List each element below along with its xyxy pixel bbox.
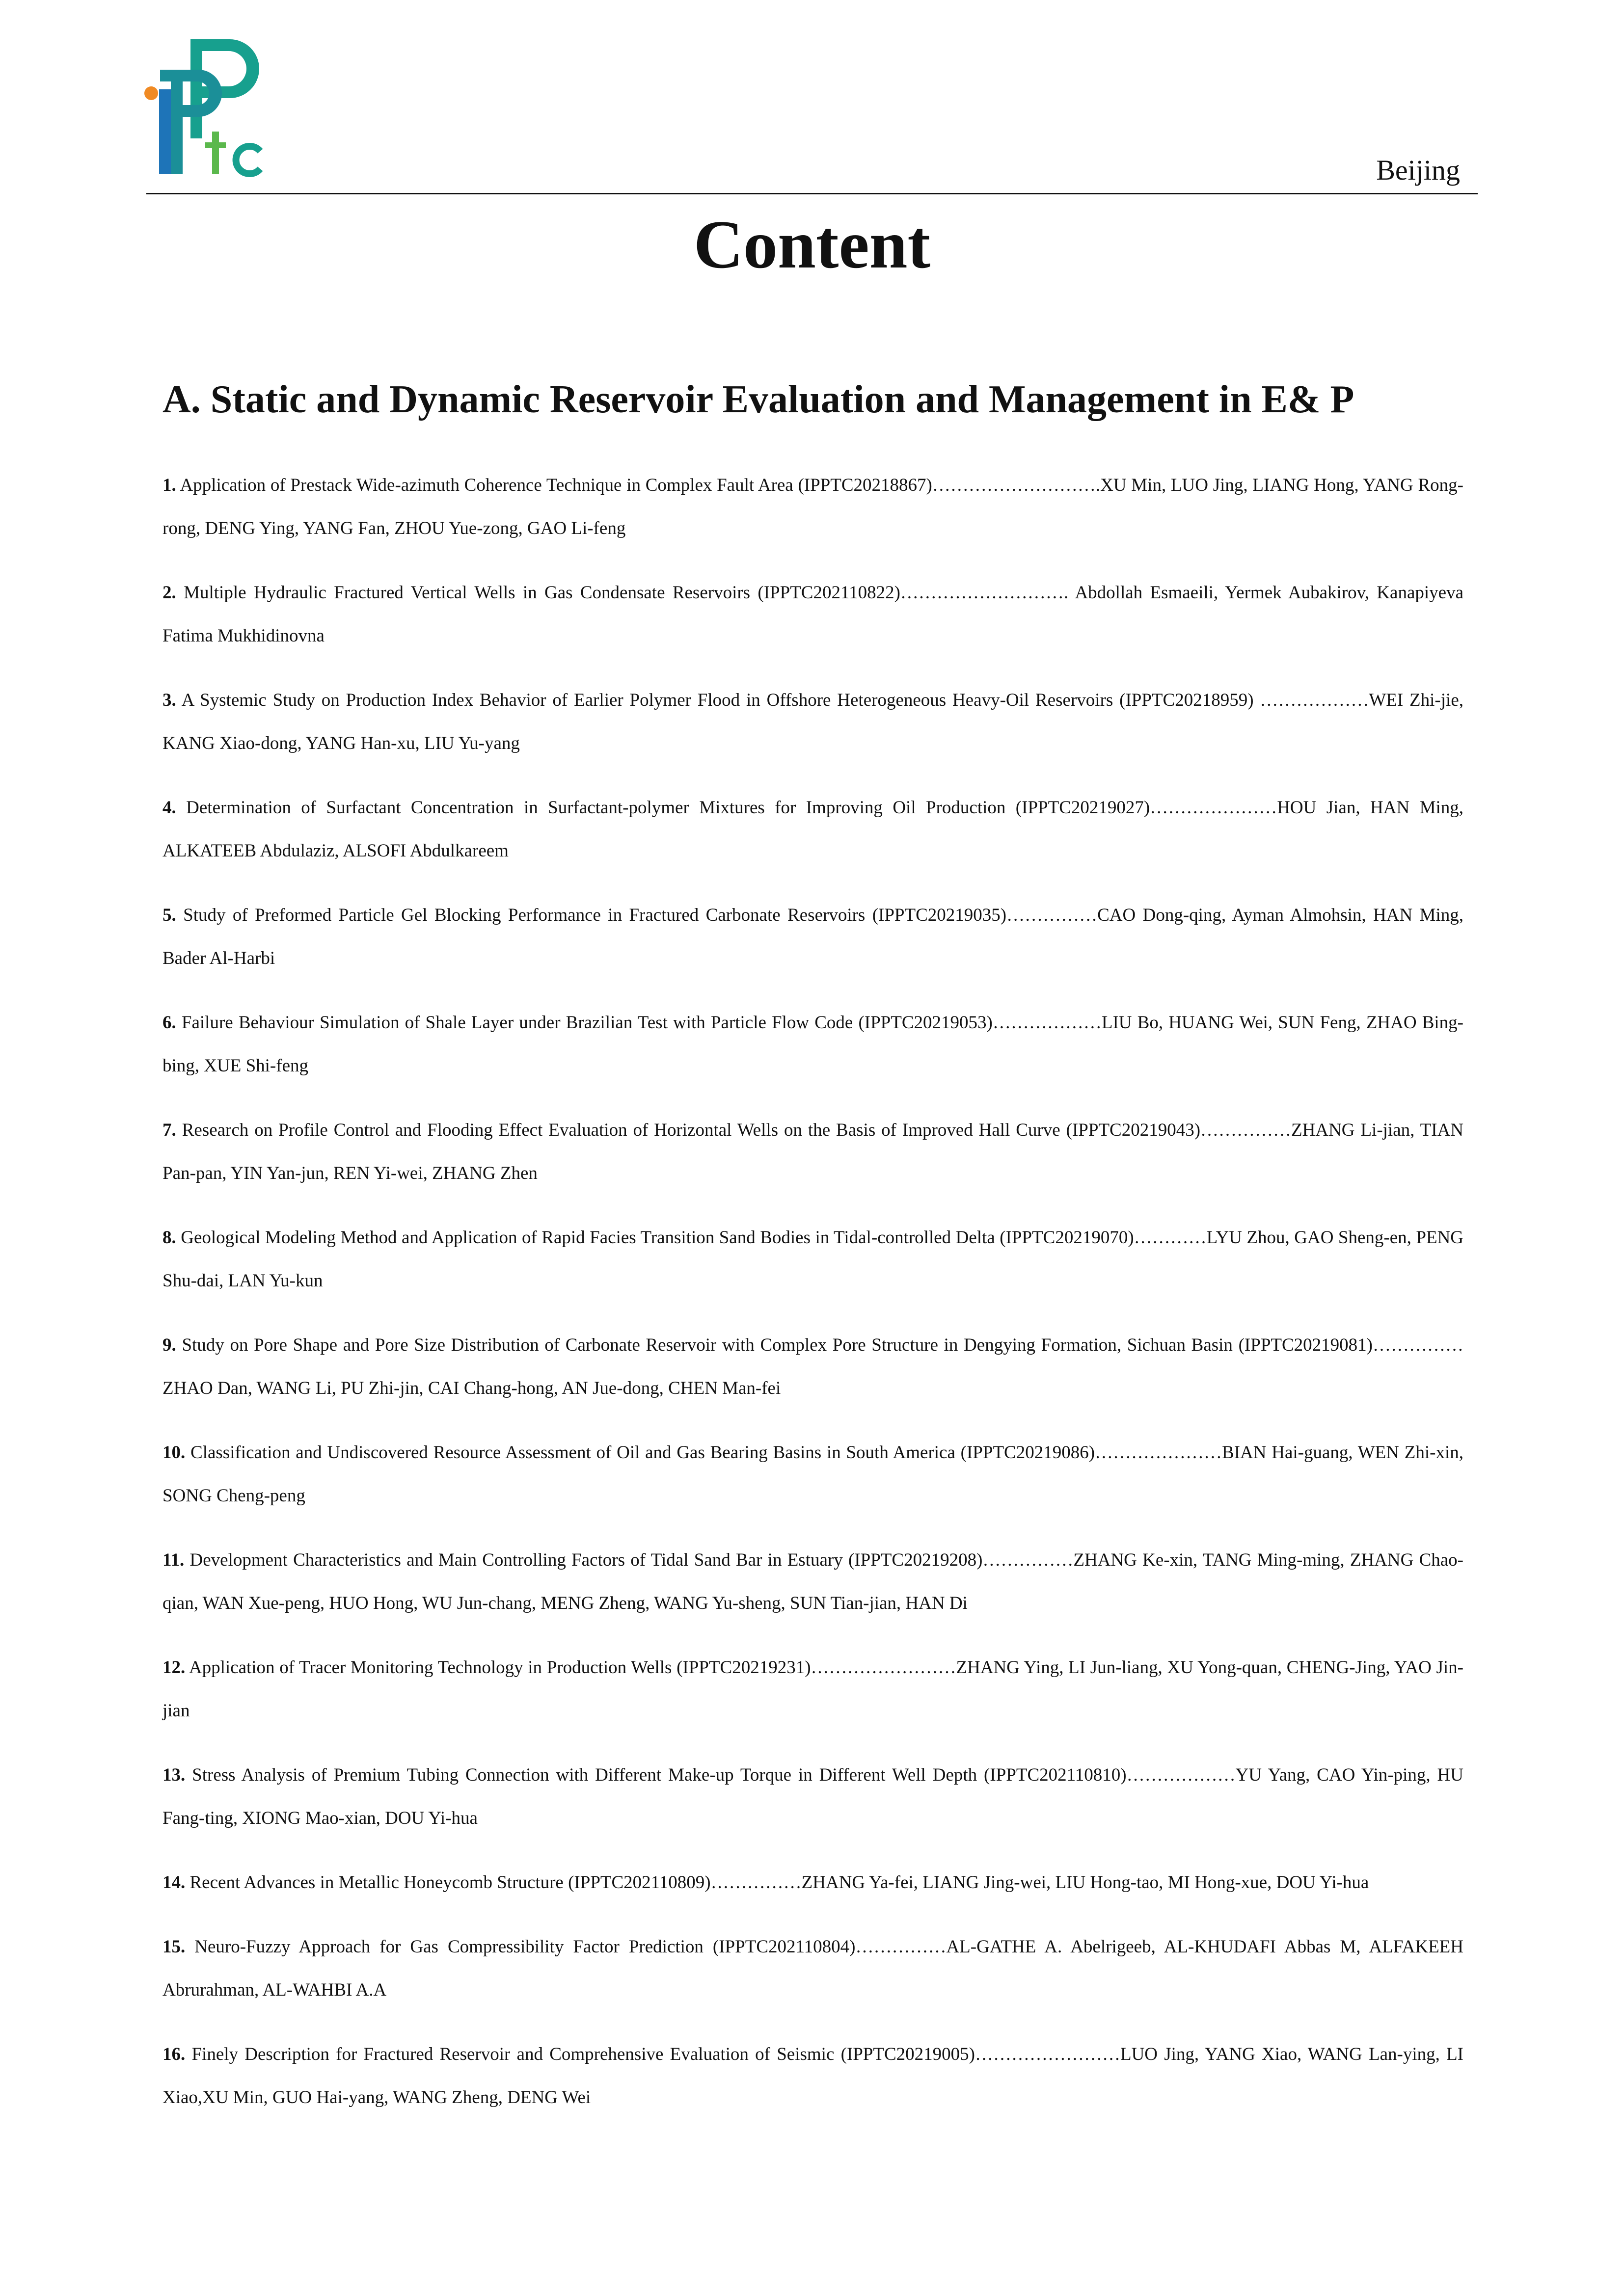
header-location: Beijing: [1376, 154, 1460, 186]
toc-entry-number: 5.: [162, 905, 176, 925]
toc-entry-text: Failure Behaviour Simulation of Shale Layer under Brazilian Test with Particle Flow Code (IPPTC20219053)………………LIU Bo, HUANG Wei, SUN Feng, ZHAO Bing-bing, XUE Shi-feng: [162, 1013, 1464, 1076]
toc-entry-number: 8.: [162, 1228, 176, 1248]
toc-entry-number: 15.: [162, 1937, 186, 1957]
toc-entry-number: 2.: [162, 583, 176, 603]
toc-entry: [162, 464, 1463, 550]
toc-entry-number: 3.: [162, 690, 176, 710]
toc-entry-text: Finely Description for Fractured Reservoir and Comprehensive Evaluation of Seismic (IPPTC20219005)……………………LUO Jing, YANG Xiao, WANG Lan-ying, LI Xiao,XU Min, GUO Hai-yang, WANG Zheng, DENG Wei: [162, 2044, 1463, 2108]
toc-entry: [162, 1431, 1463, 1518]
toc-entry: [162, 1925, 1463, 2012]
toc-entry: [162, 1001, 1463, 1088]
toc-entry-text: A Systemic Study on Production Index Behavior of Earlier Polymer Flood in Offshore Heterogeneous Heavy-Oil Reservoirs (IPPTC20218959) ………………WEI Zhi-jie, KANG Xiao-dong, YANG Han-xu, LIU Yu-yang: [162, 690, 1463, 753]
toc-entry-text: Determination of Surfactant Concentration in Surfactant-polymer Mixtures for Improving Oil Production (IPPTC20219027)…………………HOU Jian, HAN Ming, ALKATEEB Abdulaziz, ALSOFI Abdulkareem: [162, 798, 1463, 861]
toc-entry-text: Geological Modeling Method and Application of Rapid Facies Transition Sand Bodies in Tidal-controlled Delta (IPPTC20219070)…………LYU Zhou, GAO Sheng-en, PENG Shu-dai, LAN Yu-kun: [162, 1228, 1464, 1291]
toc-entry-number: 9.: [162, 1335, 176, 1355]
toc-entry-number: 6.: [162, 1013, 176, 1033]
toc-entry: [162, 1216, 1463, 1303]
toc-entry-number: 12.: [162, 1657, 186, 1678]
toc-entry: [162, 571, 1463, 658]
toc-entry: [162, 1754, 1463, 1840]
toc-entry: [162, 1109, 1463, 1195]
toc-entry: [162, 786, 1463, 873]
toc-entry: [162, 2033, 1463, 2119]
toc-entry-text: Classification and Undiscovered Resource Assessment of Oil and Gas Bearing Basins in South America (IPPTC20219086)…………………BIAN Hai-guang, WEN Zhi-xin, SONG Cheng-peng: [162, 1442, 1463, 1506]
toc-entry-text: Study of Preformed Particle Gel Blocking Performance in Fractured Carbonate Reservoirs (IPPTC20219035)……………CAO Dong-qing, Ayman Almohsin, HAN Ming, Bader Al-Harbi: [162, 905, 1463, 968]
toc-entry-text: Multiple Hydraulic Fractured Vertical Wells in Gas Condensate Reservoirs (IPPTC202110822)………………………. Abdollah Esmaeili, Yermek Aubakirov, Kanapiyeva Fatima Mukhidinovna: [162, 583, 1463, 646]
page-title: Content: [693, 207, 931, 283]
section-heading: A. Static and Dynamic Reservoir Evaluation and Management in E& P: [162, 378, 1354, 421]
toc-entry: [162, 1539, 1463, 1625]
toc-entry: [162, 1861, 1463, 1904]
toc-entry: [162, 1646, 1463, 1733]
toc-entry-number: 13.: [162, 1765, 186, 1785]
toc-entry-number: 10.: [162, 1442, 186, 1463]
toc-entry-text: Neuro-Fuzzy Approach for Gas Compressibility Factor Prediction (IPPTC202110804)……………AL-GATHE A. Abelrigeeb, AL-KHUDAFI Abbas M, ALFAKEEH Abrurahman, AL-WAHBI A.A: [162, 1937, 1464, 2000]
toc-entry-number: 7.: [162, 1120, 176, 1140]
toc-entry-number: 14.: [162, 1872, 186, 1893]
logo-text: IPPtc: [143, 35, 145, 36]
ipptc-logo: [143, 35, 271, 183]
toc-entry-number: 1.: [162, 475, 176, 495]
table-of-contents: [162, 464, 1463, 2140]
toc-entry-number: 11.: [162, 1550, 185, 1570]
toc-entry: [162, 894, 1463, 980]
toc-entry-text: Stress Analysis of Premium Tubing Connection with Different Make-up Torque in Different Well Depth (IPPTC202110810)………………YU Yang, CAO Yin-ping, HU Fang-ting, XIONG Mao-xian, DOU Yi-hua: [162, 1765, 1463, 1828]
toc-entry-number: 4.: [162, 798, 176, 818]
toc-entry-text: Application of Prestack Wide-azimuth Coherence Technique in Complex Fault Area (IPPTC20218867)……………………….XU Min, LUO Jing, LIANG Hong, YANG Rong-rong, DENG Ying, YANG Fan, ZHOU Yue-zong, GAO Li-feng: [162, 475, 1463, 538]
toc-entry: [162, 679, 1463, 765]
toc-entry-text: Study on Pore Shape and Pore Size Distribution of Carbonate Reservoir with Complex Pore Structure in Dengying Formation, Sichuan Basin (IPPTC20219081)……………ZHAO Dan, WANG Li, PU Zhi-jin, CAI Chang-hong, AN Jue-dong, CHEN Man-fei: [162, 1335, 1464, 1398]
toc-entry-text: Application of Tracer Monitoring Technology in Production Wells (IPPTC20219231)……………………ZHANG Ying, LI Jun-liang, XU Yong-quan, CHENG-Jing, YAO Jin-jian: [162, 1657, 1463, 1721]
toc-entry-text: Research on Profile Control and Flooding Effect Evaluation of Horizontal Wells on the Basis of Improved Hall Curve (IPPTC20219043)……………ZHANG Li-jian, TIAN Pan-pan, YIN Yan-jun, REN Yi-wei, ZHANG Zhen: [162, 1120, 1464, 1183]
toc-entry: [162, 1324, 1463, 1410]
toc-entry-number: 16.: [162, 2044, 186, 2064]
header-divider: [146, 193, 1478, 194]
toc-entry-text: Development Characteristics and Main Controlling Factors of Tidal Sand Bar in Estuary (IPPTC20219208)……………ZHANG Ke-xin, TANG Ming-ming, ZHANG Chao-qian, WAN Xue-peng, HUO Hong, WU Jun-chang, MENG Zheng, WANG Yu-sheng, SUN Tian-jian, HAN Di: [162, 1550, 1464, 1613]
toc-entry-text: Recent Advances in Metallic Honeycomb Structure (IPPTC202110809)……………ZHANG Ya-fei, LIANG Jing-wei, LIU Hong-tao, MI Hong-xue, DOU Yi-hua: [189, 1872, 1369, 1893]
